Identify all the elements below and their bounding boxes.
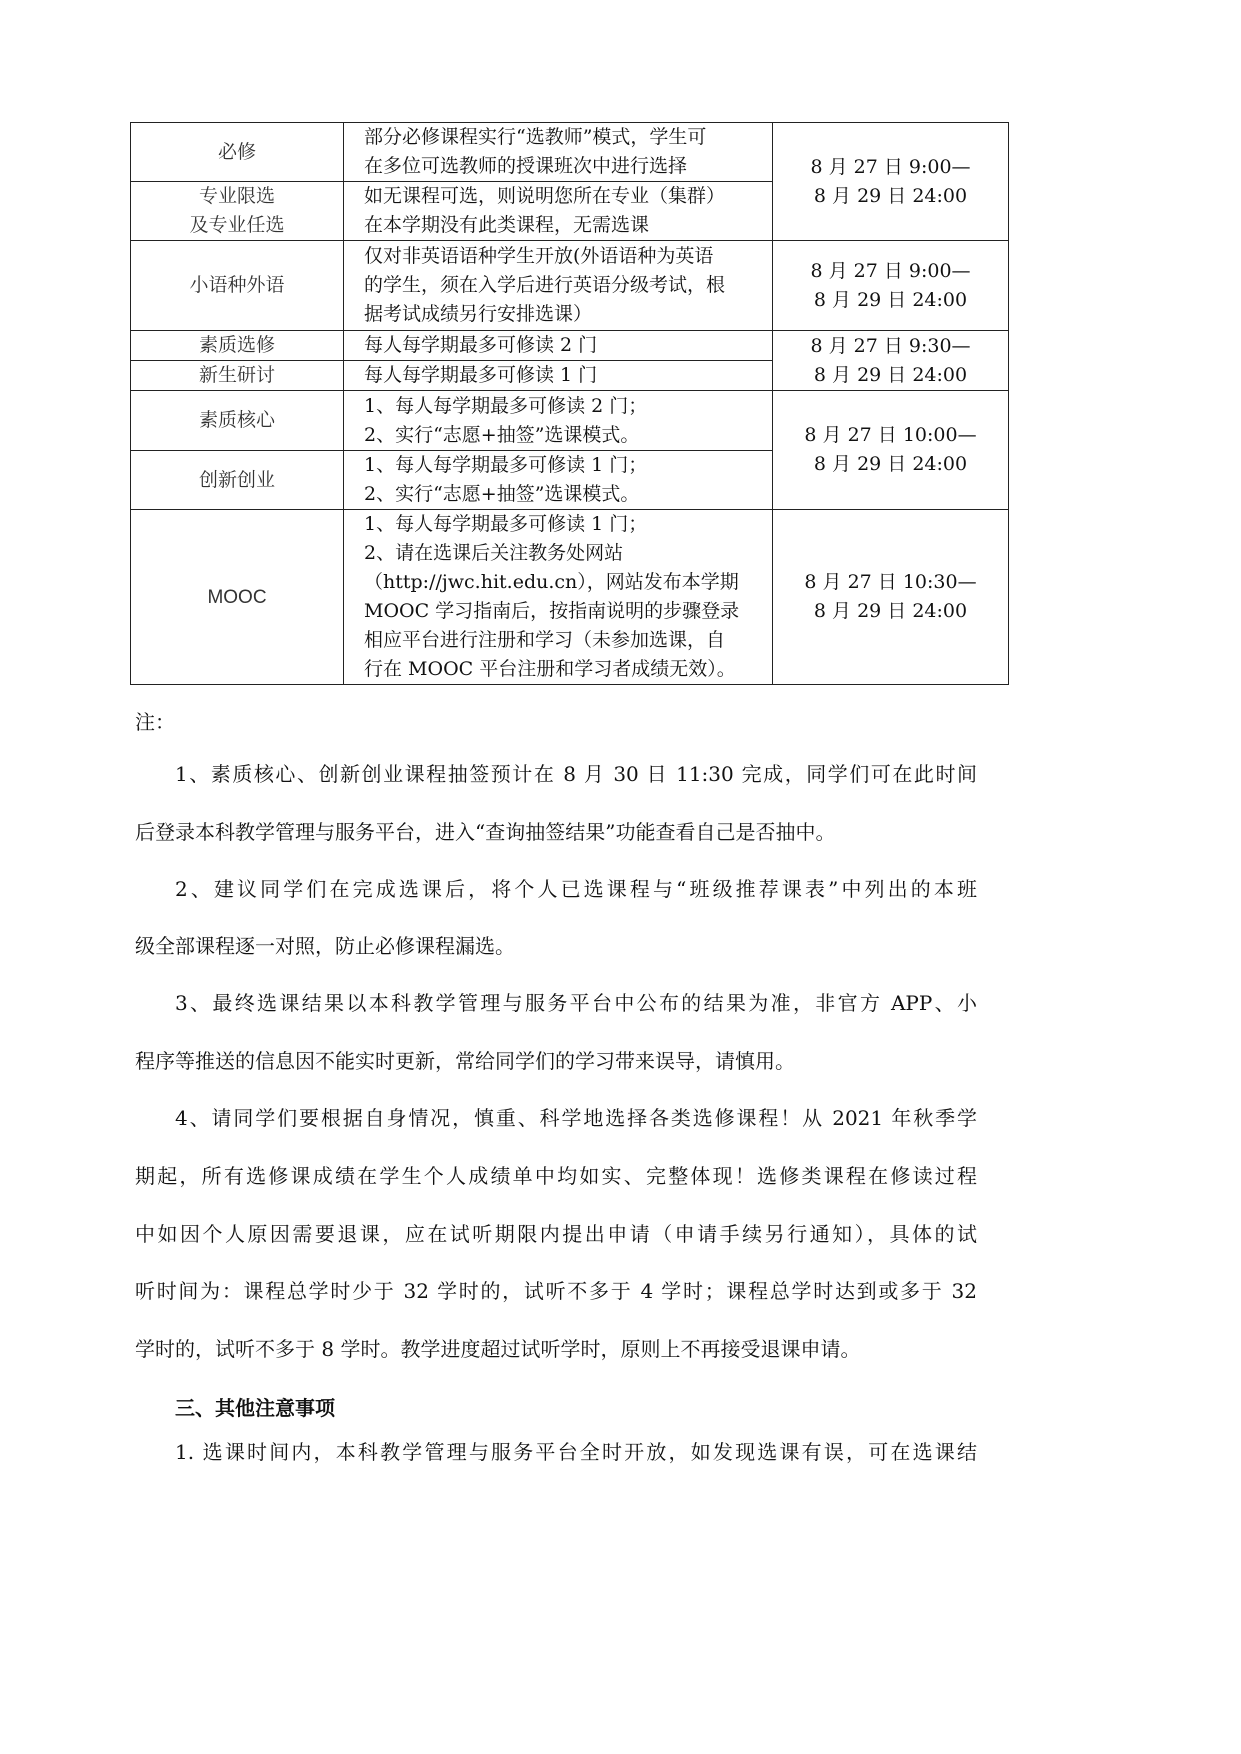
description-cell xyxy=(344,451,773,510)
note-line: 听时间为：课程总学时少于 32 学时的，试听不多于 4 学时；课程总学时达到或多于 32 xyxy=(135,1279,977,1303)
category-cell xyxy=(131,182,344,241)
desc-line: 仅对非英语语种学生开放(外语语种为英语 xyxy=(364,245,714,267)
category-cell xyxy=(131,123,344,182)
desc-line: 在本学期没有此类课程，无需选课 xyxy=(364,214,650,236)
time-start: 8 月 27 日 9:00— xyxy=(810,155,971,178)
description-cell xyxy=(344,331,773,361)
table-row xyxy=(131,391,1009,451)
description-cell xyxy=(344,361,773,391)
desc-line: 1、每人每学期最多可修读 2 门； xyxy=(364,394,648,417)
section-line: 1. 选课时间内，本科教学管理与服务平台全时开放，如发现选课有误，可在选课结 xyxy=(175,1440,977,1464)
category-cell xyxy=(131,331,344,361)
desc-line: 在多位可选教师的授课班次中进行选择 xyxy=(364,155,688,177)
description-cell xyxy=(344,241,773,331)
category-cell xyxy=(131,391,344,451)
desc-line: 每人每学期最多可修读 2 门 xyxy=(364,334,598,356)
time-end: 8 月 29 日 24:00 xyxy=(813,453,968,475)
category-cell xyxy=(131,241,344,331)
time-cell xyxy=(773,331,1009,391)
table-row xyxy=(131,241,1009,331)
time-start: 8 月 27 日 9:00— xyxy=(810,259,971,282)
description-cell xyxy=(344,391,773,451)
time-start: 8 月 27 日 10:00— xyxy=(804,424,977,446)
category-text: MOOC xyxy=(207,586,267,608)
desc-line: 1、每人每学期最多可修读 1 门； xyxy=(364,513,648,535)
category-text: 专业限选 xyxy=(198,185,275,207)
note-line: 4、请同学们要根据自身情况，慎重、科学地选择各类选修课程！从 2021 年秋季学 xyxy=(175,1106,977,1130)
note-line: 3、最终选课结果以本科教学管理与服务平台中公布的结果为准，非官方 APP、小 xyxy=(175,991,977,1015)
time-end: 8 月 29 日 24:00 xyxy=(813,288,968,311)
note-line: 级全部课程逐一对照，防止必修课程漏选。 xyxy=(135,934,515,958)
note-line: 后登录本科教学管理与服务平台，进入“查询抽签结果”功能查看自己是否抽中。 xyxy=(135,820,836,844)
category-text: 及专业任选 xyxy=(189,214,285,236)
section-heading: 三、其他注意事项 xyxy=(175,1396,335,1420)
category-cell xyxy=(131,510,344,685)
table-row xyxy=(131,510,1009,685)
table-row xyxy=(131,331,1009,361)
desc-line: 2、实行“志愿+抽签”选课模式。 xyxy=(364,423,640,446)
desc-line: 相应平台进行注册和学习（未参加选课，自 xyxy=(364,629,726,651)
desc-line: （http://jwc.hit.edu.cn），网站发布本学期 xyxy=(364,571,739,593)
note-line: 中如因个人原因需要退课，应在试听期限内提出申请（申请手续另行通知），具体的试 xyxy=(135,1222,977,1246)
category-text: 创新创业 xyxy=(198,468,275,491)
desc-line: 的学生，须在入学后进行英语分级考试，根 xyxy=(364,274,726,296)
desc-line: 部分必修课程实行“选教师”模式，学生可 xyxy=(364,126,707,148)
desc-line: 2、实行“志愿+抽签”选课模式。 xyxy=(364,483,640,505)
category-cell xyxy=(131,451,344,510)
time-end: 8 月 29 日 24:00 xyxy=(813,184,968,207)
category-cell xyxy=(131,361,344,391)
desc-line: 据考试成绩另行安排选课） xyxy=(364,303,593,325)
time-cell xyxy=(773,241,1009,331)
time-start: 8 月 27 日 9:30— xyxy=(810,334,971,357)
description-cell xyxy=(344,123,773,182)
notes-label: 注： xyxy=(135,710,175,734)
category-text: 素质选修 xyxy=(198,334,275,356)
time-end: 8 月 29 日 24:00 xyxy=(813,600,968,622)
desc-line: 每人每学期最多可修读 1 门 xyxy=(364,364,598,386)
category-text: 必修 xyxy=(217,140,256,163)
table-row xyxy=(131,123,1009,182)
desc-line: MOOC 学习指南后，按指南说明的步骤登录 xyxy=(364,600,740,622)
note-line: 学时的，试听不多于 8 学时。教学进度超过试听学时，原则上不再接受退课申请。 xyxy=(135,1337,861,1361)
category-text: 小语种外语 xyxy=(189,274,285,296)
note-line: 期起，所有选修课成绩在学生个人成绩单中均如实、完整体现！选修类课程在修读过程 xyxy=(135,1164,977,1188)
description-cell xyxy=(344,510,773,685)
time-cell xyxy=(773,391,1009,510)
desc-line: 如无课程可选，则说明您所在专业（集群） xyxy=(364,185,726,207)
time-end: 8 月 29 日 24:00 xyxy=(813,363,968,386)
time-cell xyxy=(773,510,1009,685)
desc-line: 2、请在选课后关注教务处网站 xyxy=(364,542,624,564)
note-line: 1、素质核心、创新创业课程抽签预计在 8 月 30 日 11:30 完成，同学们可在此时间 xyxy=(175,762,977,786)
description-cell xyxy=(344,182,773,241)
desc-line: 1、每人每学期最多可修读 1 门； xyxy=(364,454,648,476)
category-text: 素质核心 xyxy=(198,409,275,431)
time-start: 8 月 27 日 10:30— xyxy=(804,571,977,593)
note-line: 程序等推送的信息因不能实时更新，常给同学们的学习带来误导，请慎用。 xyxy=(135,1049,795,1073)
desc-line: 行在 MOOC 平台注册和学习者成绩无效）。 xyxy=(364,658,736,680)
category-text: 新生研讨 xyxy=(198,364,275,386)
note-line: 2、建议同学们在完成选课后，将个人已选课程与“班级推荐课表”中列出的本班 xyxy=(175,877,977,901)
time-cell xyxy=(773,123,1009,241)
course-selection-schedule-table xyxy=(130,122,1009,685)
